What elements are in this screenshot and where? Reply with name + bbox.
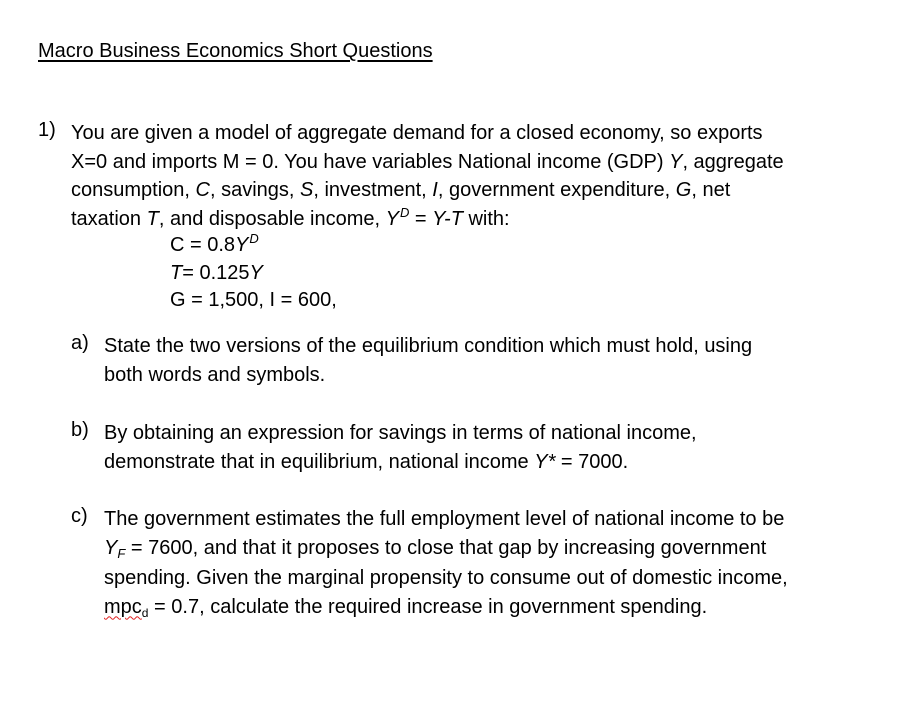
question-line-1 — [71, 119, 891, 148]
question-text — [71, 119, 891, 235]
variable-g: G — [675, 179, 692, 201]
variable-y: Y — [249, 262, 263, 284]
part-c-text — [104, 505, 894, 623]
spellcheck-flagged-word — [104, 596, 148, 618]
part-b-label: b) — [71, 419, 89, 441]
model-equations — [170, 232, 337, 314]
mpc-text: mpc — [104, 595, 142, 618]
part-c-label: c) — [71, 505, 88, 527]
text-run: , investment, — [313, 179, 433, 201]
superscript-d: D — [399, 204, 410, 220]
text-run: , government expenditure, — [437, 179, 676, 201]
text-run: , net — [691, 179, 731, 201]
variable-s: S — [300, 179, 314, 201]
text-run: , savings, — [209, 179, 301, 201]
text-run: = — [409, 207, 433, 230]
part-c-line-3: spending. Given the marginal propensity to consume out of domestic income, — [104, 567, 788, 589]
part-a-line-2: both words and symbols. — [104, 363, 326, 386]
equation-taxation — [170, 260, 337, 287]
variable-y-star: Y* — [534, 450, 556, 473]
text-run: = 7600, and that it proposes to close that gap by increasing government — [125, 536, 767, 559]
text-run: with: — [462, 207, 510, 230]
part-a-line-1: State the two versions of the equilibrium condition which must hold, using — [104, 335, 753, 357]
question-line-2 — [71, 148, 891, 177]
text-run: , and disposable income, — [158, 207, 386, 230]
text-run: = 0.125 — [182, 262, 250, 284]
text-run: X=0 and imports M = 0. You have variables National income (GDP) — [71, 150, 670, 173]
part-b-line-2 — [104, 448, 894, 477]
equation-consumption — [170, 232, 337, 260]
part-a-text — [104, 332, 894, 389]
text-run: = 7000. — [555, 450, 629, 473]
superscript-d: D — [249, 231, 259, 246]
variable-y-minus-t: Y-T — [432, 207, 463, 230]
variable-c: C — [195, 179, 210, 201]
part-b-line-1: By obtaining an expression for savings in terms of national income, — [104, 422, 697, 444]
text-run: C = 0.8 — [170, 234, 236, 256]
variable-i: I — [432, 179, 438, 201]
page-title: Macro Business Economics Short Questions — [38, 40, 433, 62]
equation-spending: G = 1,500, I = 600, — [170, 289, 337, 311]
text-run: , aggregate — [682, 150, 784, 173]
question-line-4 — [71, 205, 891, 236]
part-b-text — [104, 419, 894, 476]
variable-y: Y — [385, 207, 399, 230]
text-run: consumption, — [71, 179, 196, 201]
variable-t: T — [146, 207, 159, 230]
part-c-line-4 — [104, 593, 894, 624]
variable-y: Y — [104, 536, 118, 559]
part-a-label: a) — [71, 332, 89, 354]
subscript-d: d — [141, 605, 149, 620]
question-line-1-text: You are given a model of aggregate demand for a closed economy, so exports — [71, 122, 763, 144]
part-c-line-2 — [104, 534, 894, 565]
question-line-3 — [71, 176, 891, 205]
text-run: demonstrate that in equilibrium, national income — [104, 450, 535, 473]
question-number: 1) — [38, 119, 56, 141]
text-run: = 0.7, calculate the required increase in government spending. — [148, 595, 708, 618]
subscript-f: F — [117, 545, 126, 561]
text-run: taxation — [71, 207, 147, 230]
variable-t: T — [170, 262, 183, 284]
variable-y: Y — [669, 150, 683, 173]
variable-y: Y — [235, 234, 249, 256]
part-c-line-1: The government estimates the full employment level of national income to be — [104, 508, 785, 530]
